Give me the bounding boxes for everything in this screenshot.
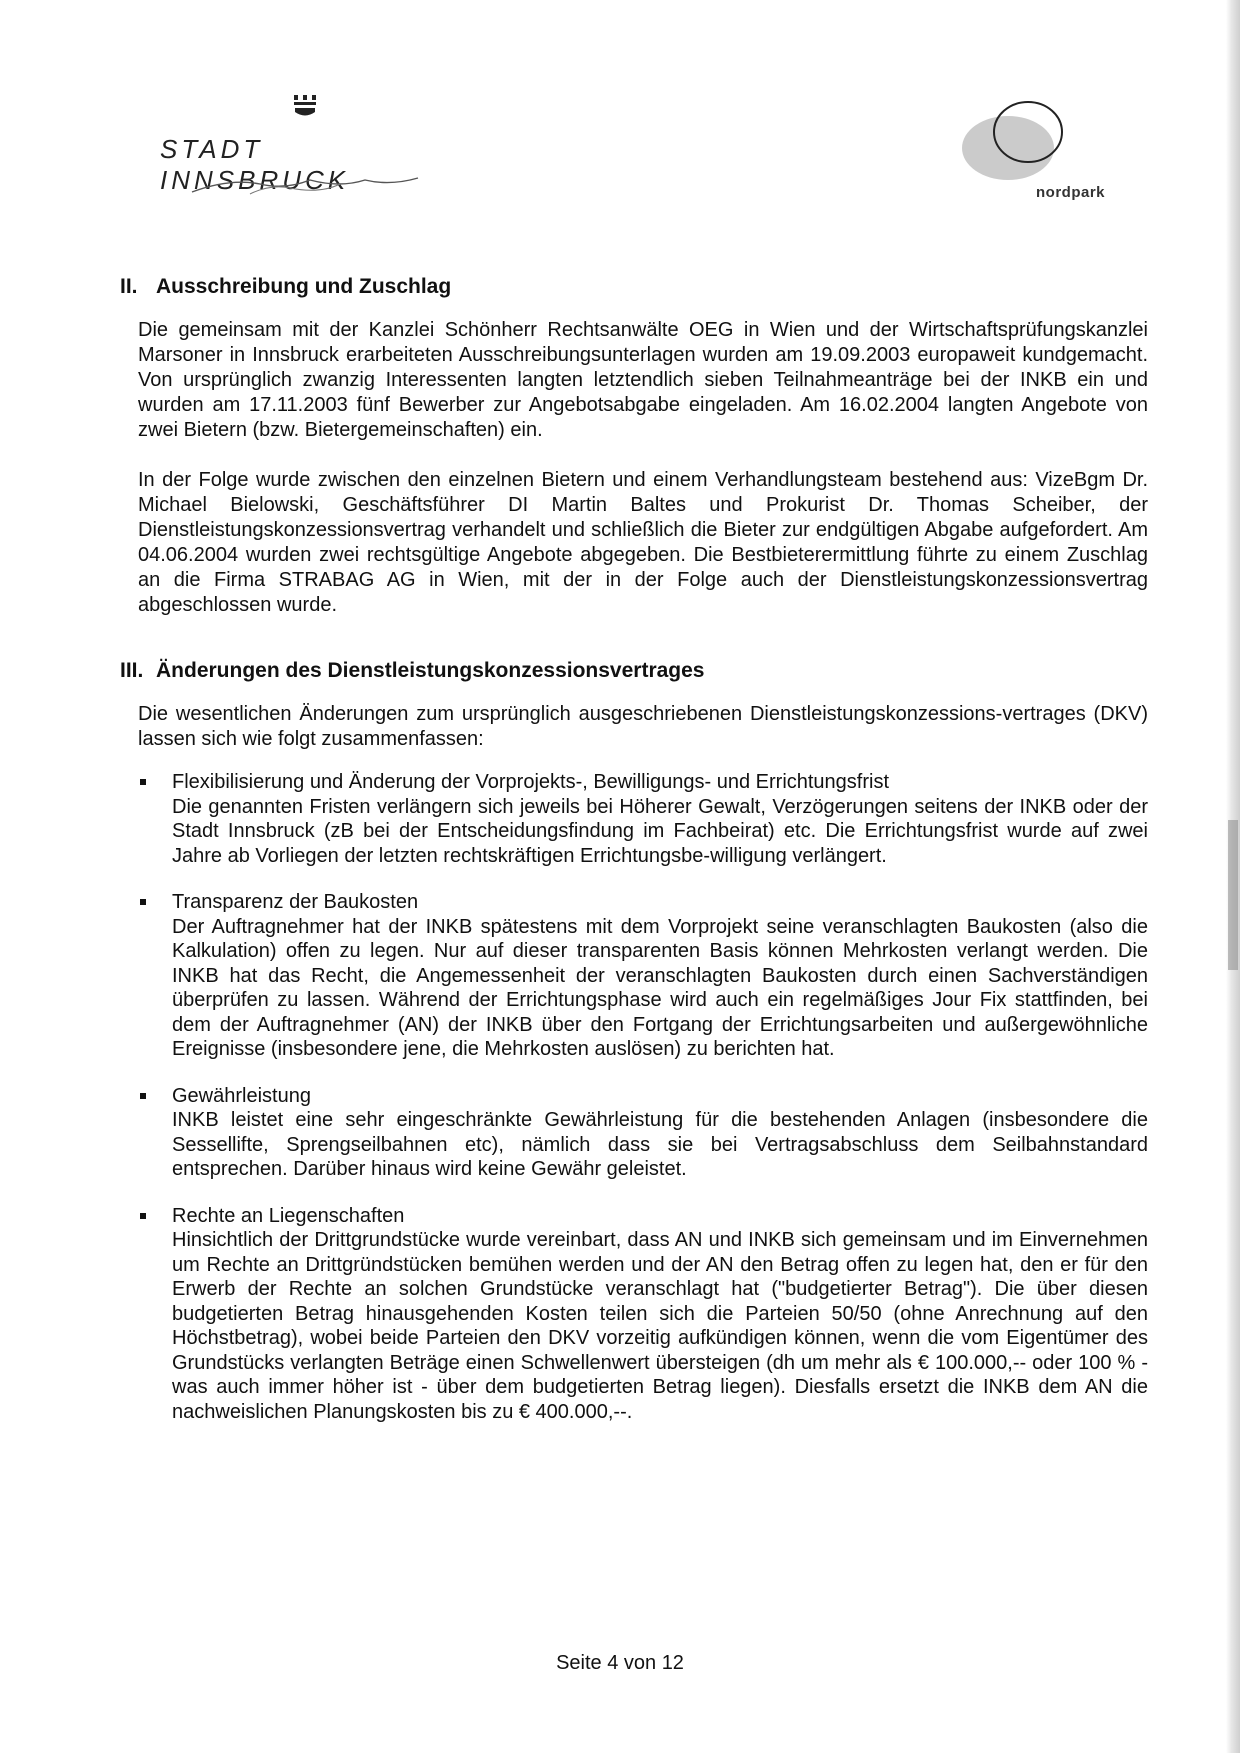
list-item — [120, 1204, 1148, 1425]
city-crest-icon — [291, 92, 319, 120]
bullet-icon — [140, 1213, 146, 1219]
list-item — [120, 1084, 1148, 1182]
section-title: Änderungen des Dienstleistungskonzessionsvertrages — [156, 659, 705, 682]
item-text: INKB leistet eine sehr eingeschränkte Gewährleistung für die bestehenden Anlagen (insbesondere die Sessellifte, Sprengseilbahnen etc), nämlich dass sie bei Vertragsabschluss dem Seilbahnstandard entsprechen. Darüber hinaus wird keine Gewähr geleistet. — [172, 1109, 1148, 1180]
list-item — [120, 770, 1148, 868]
section-number: III. — [120, 659, 144, 682]
scan-edge-mark — [1228, 820, 1238, 970]
item-text: Hinsichtlich der Drittgrundstücke wurde vereinbart, dass AN und INKB sich gemeinsam und im Einvernehmen um Rechte an Drittgründstücken bemühen werden und der AN den Betrag offen zu legen hat, den er für den Erwerb der Rechte an solchen Grundstücke veranschlagt hat ("budgetierter Betrag"). Die über diesen budgetierten Betrag hinausgehenden Kosten teilen sich die Parteien 50/50 (ohne Anrechnung auf den Höchstbetrag), wobei beide Parteien den DKV vorzeitig aufkündigen können, wenn die vom Eigentümer des Grundstücks verlangten Beträge einen Schwellenwert übersteigen (dh um mehr als € 100.000,-- oder 100 % - was auch immer höher ist - über dem budgetierten Betrag liegen). Diesfalls ersetzt die INKB dem AN die nachweislichen Planungskosten bis zu € 400.000,--. — [172, 1229, 1148, 1423]
section-intro: Die wesentlichen Änderungen zum ursprünglich ausgeschriebenen Dienstleistungskonzessions-vertrages (DKV) lassen sich wie folgt zusammenfassen: — [138, 703, 1148, 750]
item-title: Rechte an Liegenschaften — [172, 1204, 405, 1227]
item-title: Transparenz der Baukosten — [172, 891, 419, 913]
bridge-swoosh-icon — [190, 172, 420, 196]
page-number: Seite 4 von 12 — [556, 1652, 684, 1674]
list-item — [120, 890, 1148, 1062]
nordpark-logo — [960, 96, 1130, 206]
stadt-innsbruck-logo — [160, 92, 460, 202]
item-title: Flexibilisierung und Änderung der Vorprojekts-, Bewilligungs- und Errichtungsfrist — [172, 771, 890, 793]
paragraph: In der Folge wurde zwischen den einzelnen Bietern und einem Verhandlungsteam bestehend aus: VizeBgm Dr. Michael Bielowski, Geschäftsführer DI Martin Baltes und Prokurist Dr. Thomas Scheiber, der Dienstleistungskonzessionsvertrag verhandelt und schließlich die Bieter zur endgültigen Abgabe aufgefordert. Am 04.06.2004 wurden zwei rechtsgültige Angebote abgegeben. Die Bestbieterermittlung führte zu einem Zuschlag an die Firma STRABAG AG in Wien, mit der in der Folge auch der Dienstleistungskonzessionsvertrag abgeschlossen wurde. — [138, 469, 1148, 616]
brand-name: nordpark — [1036, 184, 1106, 201]
document-body — [120, 274, 1150, 1464]
item-title: Gewährleistung — [172, 1084, 311, 1107]
section-number: II. — [120, 275, 138, 298]
city-name: STADT INNSBRUCK — [160, 134, 350, 195]
bullet-icon — [140, 779, 146, 785]
section-aenderungen — [120, 658, 1150, 1424]
section-heading — [120, 274, 1150, 300]
nordpark-mark-icon — [960, 96, 1090, 196]
section-heading — [120, 658, 1150, 684]
item-text: Die genannten Fristen verlängern sich jeweils bei Höherer Gewalt, Verzögerungen seitens der INKB oder der Stadt Innsbruck (zB bei der Entscheidungsfindung im Fachbeirat) etc. Die Errichtungsfrist wurde auf zwei Jahre ab Vorliegen der letzten rechtskräftigen Errichtungsbe-willigung verlängert. — [172, 795, 1148, 867]
section-ausschreibung — [120, 274, 1150, 618]
item-text: Der Auftragnehmer hat der INKB spätestens mit dem Vorprojekt seine veranschlagten Baukosten (also die Kalkulation) offen zu legen. Nur auf dieser transparenten Basis können Mehrkosten verlangt werden. Die INKB hat das Recht, die Angemessenheit der veranschlagten Baukosten durch einen Sachverständigen überprüfen zu lassen. Während der Errichtungsphase wird auch ein regelmäßiges Jour Fix stattfinden, bei dem der Auftragnehmer (AN) der INKB über den Fortgang der Errichtungsarbeiten und außergewöhnliche Ereignisse (insbesondere jene, die Mehrkosten auslösen) zu berichten hat. — [172, 915, 1148, 1060]
section-title: Ausschreibung und Zuschlag — [156, 275, 452, 298]
bullet-icon — [140, 1093, 146, 1099]
paragraph: Die gemeinsam mit der Kanzlei Schönherr Rechtsanwälte OEG in Wien und der Wirtschaftsprüfungskanzlei Marsoner in Innsbruck erarbeiteten Ausschreibungsunterlagen wurden am 19.09.2003 europaweit kundgemacht. Von ursprünglich zwanzig Interessenten langten letztendlich sieben Teilnahmeanträge bei der INKB ein und wurden am 17.11.2003 fünf Bewerber zur Angebotsabgabe eingeladen. Am 16.02.2004 langten Angebote von zwei Bietern (bzw. Bietergemeinschaften) ein. — [138, 319, 1148, 441]
changes-list — [120, 770, 1150, 1424]
bullet-icon — [140, 899, 146, 905]
